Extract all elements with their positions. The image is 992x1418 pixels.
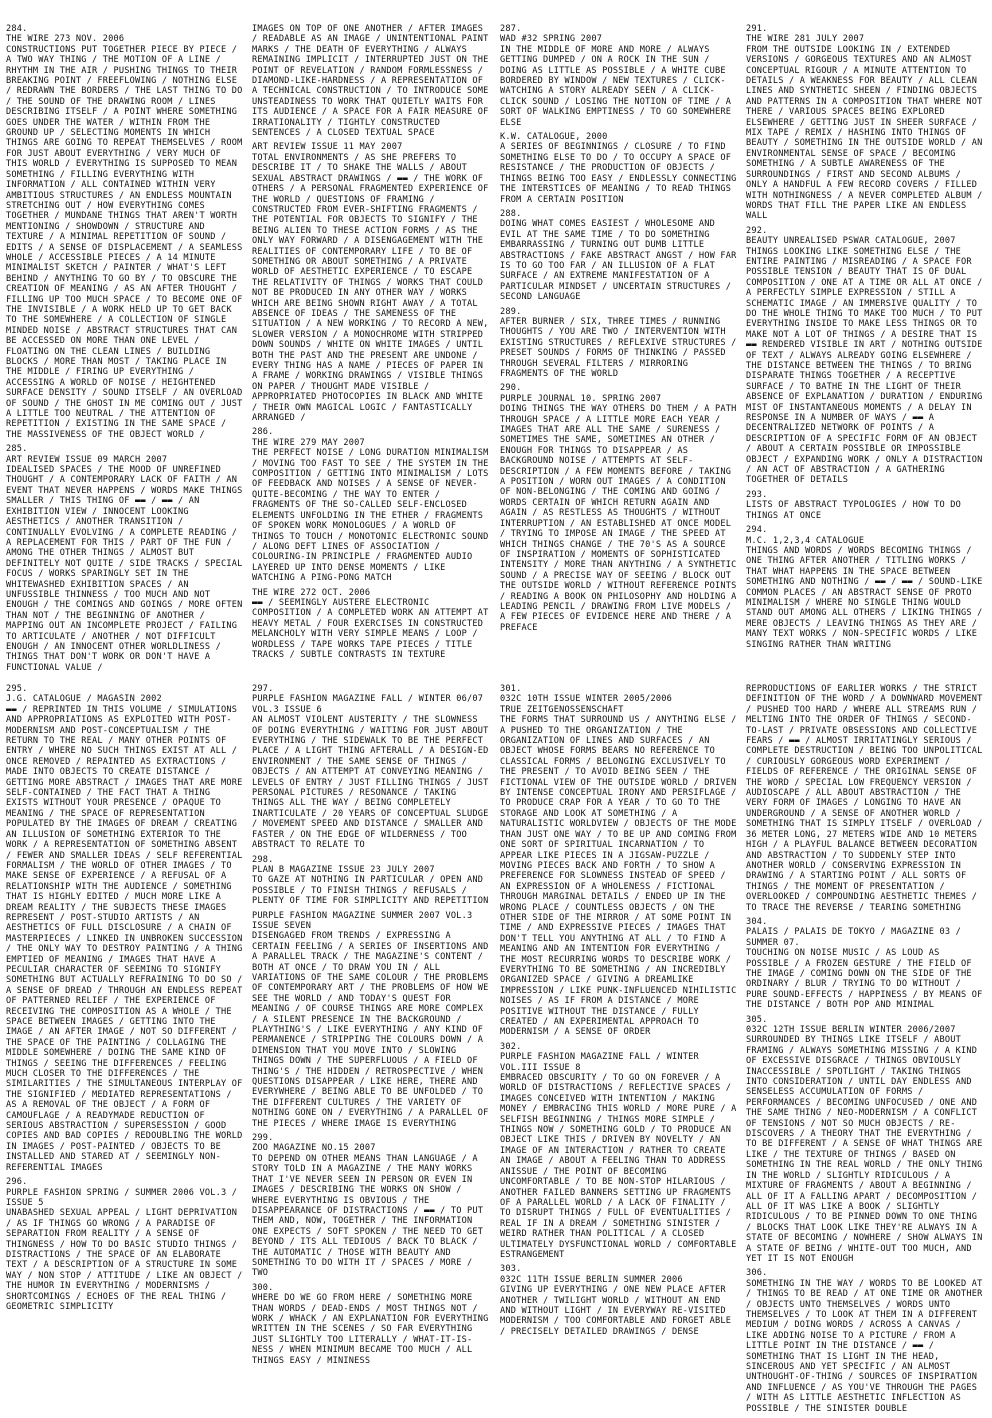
- entry-text: SOMETHING IN THE WAY / WORDS TO BE LOOKED AT / THINGS TO BE READ / AT ONE TIME OR ANOTHER / OBJECTS UNTO THEMSELVES / WORDS UNTO THEMSELVES / TO LOOK AT THEM IN A DIFFERENT MEDIUM / DOING WORDS / ACROSS A CANVAS / LIKE ADDING NOISE TO A PICTURE / FROM A LITTLE POINT IN THE DISTANCE / ▬▬ / SOMETHING THAT IS LIGHT IN THE HEAD, SINCEROUS AND YET SPECIFIC / AN ALMOST UNTHOUGHT-OF-THING / SOURCES OF INSPIRATION AND INFLUENCE / AS YOU'VE THROUGH THE PAGES / WITH AS LITTLE AESTHETIC INFLECTION AS POSSIBLE / THE SINISTER DOUBLE: [746, 1278, 983, 1414]
- entry-text: PURPLE FASHION MAGAZINE FALL / WINTER VOL.III ISSUE 8 EMBRACED OBSCURITY / TO GO ON FOREVER / A WORLD OF DISTRACTIONS / REFLECTIVE SPACES / IMAGES CONCEIVED WITH INTENTION / MAKING MONEY / EMBRACING THIS WORLD / MORE PURE / A SELFISH BEGINNING / THINGS MORE SIMPLE / THINGS NOW / SOMETHING GOLD / TO PRODUCE AN OBJECT LIKE THIS / DRIVEN BY NOVELTY / AN IMAGE OF AN INTERACTION / RATHER TO CREATE AN IMAGE / ABOUT A FEELING THAN TO ADDRESS ANISSUE / THE POINT OF BECOMING UNCOMFORTABLE / TO BE NON-STOP HILARIOUS / ANOTHER FAILED BANNERS SETTING UP FRAGMENTS OF A PARALLEL WORLD / A LACK OF FINALITY / TO DISRUPT THINGS / FULL OF EVENTUALITIES / REAL IF IN A DREAM / SOMETHING SINISTER / WEIRD RATHER THAN POLITICAL / A CLOSED ULTIMATELY DYSFUNCTIONAL WORLD / COMFORTABLE ESTRANGEMENT: [500, 1052, 737, 1260]
- entry-number: 299.: [252, 1133, 274, 1144]
- entry-text: PURPLE FASHION MAGAZINE FALL / WINTER 06/07 VOL.3 ISSUE 6 AN ALMOST VIOLENT AUSTERITY / THE SLOWNESS OF DOING EVERYTHING / WAITING FOR JUST ABOUT EVERYTHING / THE SIDEWALK TO BE THE PERFECT PLACE / A LIGHT THING AFTERALL / A DESIGN-ED ENVIRONMENT / THE SAME SENSE OF THINGS / OBJECTS / AN ATTEMPT AT CONVEYING MEANING / LEVELS OF ENTRY / JUST FILLING THINGS / JUST PERSONAL PICTURES / RESONANCE / TAKING THINGS ALL THE WAY / BEING COMPLETELY INARTICULATE / 20 YEARS OF CONCEPTUAL SLUDGE / MOVEMENT SPEED AND DISTANCE / SMALLER AND FASTER / ON THE EDGE OF WILDERNESS / TOO ABSTRACT TO RELATE TO: [252, 694, 489, 851]
- entry-text: ART REVIEW ISSUE 09 MARCH 2007 IDEALISED SPACES / THE MOOD OF UNREFINED THOUGHT / A CONTEMPORARY LACK OF FAITH / AN EVENT THAT NEVER HAPPENS / WORDS MAKE THINGS SMALLER / THIS THING OF ▬▬ / ▬▬ / AN EXHIBITION VIEW / INNOCENT LOOKING AESTHETICS / ANOTHER TRANSITION / CONTINUALLY EVOLVING / A COMPLETE READING / A REPLACEMENT FOR THIS / PART OF THE FUN / AMONG THE OTHER THINGS / ALMOST BUT DEFINITELY NOT QUITE / SIDE TRACKS / SPECIAL FOCUS / WORKS SPARINGLY SET IN THE WHITEWASHED EXHIBITION SPACES / AN UNFUSSIBLE THINNESS / TOO MUCH AND NOT ENOUGH / THE COMINGS AND GOINGS / MORE OFTEN THAN NOT / THE BEGINNING OF ANOTHER / MAPPING OUT AN INCOMPLETE PROJECT / FAILING TO ARTICULATE / ANOTHER / NOT DIFFICULT ENOUGH / AN INNOCENT OTHER WORLDLINESS / THINGS THAT DON'T WORK OR DON'T HAVE A FUNCTIONAL VALUE /: [6, 454, 243, 673]
- entry-number: 297.: [252, 684, 274, 694]
- entry-text: M.C. 1,2,3,4 CATALOGUE THINGS AND WORDS / WORDS BECOMING THINGS / ONE THING AFTER ANOTHER / TITLING WORKS / THAT WHAT HAPPENS IN THE SPACE BETWEEN SOMETHING AND NOTHING / ▬▬ / ▬▬ / SOUND-LIKE COMMON PLACES / AN ABSTRACT SENSE OF PROTO MINIMALISM / WHERE NO SINGLE THING WOULD STAND OUT AMONG ALL OTHERS / LIKING THINGS / MERE OBJECTS / LEAVING THINGS AS THEY ARE / MANY TEXT WORKS / NON-SPECIFIC WORDS / LIKE SINGING RATHER THAN WRITING: [746, 535, 983, 650]
- entry-297: [252, 684, 492, 851]
- entry-287: [500, 24, 740, 128]
- entry-286: [252, 427, 492, 583]
- column: [500, 24, 740, 654]
- entry-text: ART REVIEW ISSUE 11 MAY 2007 TOTAL ENVIRONMENTS / AS SHE PREFERS TO DESCRIBE IT / TO SHAKE THE WALLS / ABOUT SEXUAL ABSTRACT DRAWINGS / ▬▬ / THE WORK OF OTHERS / A PERSONAL FRAGMENTED EXPERIENCE OF THE WORLD / QUESTIONS OF FRAMING / CONSTRUCTED FROM EVER-SHIFTING FRAGMENTS / THE POTENTIAL FOR OBJECTS TO SIGNIFY / THE BEING ALIEN TO THESE ACTION FORMS / AS THE ONLY WAY FORWARD / A DISENGAGEMENT WITH THE REALITIES OF CONTEMPORARY LIFE / TO BE OF SOMETHING OR ABOUT SOMETHING / A PRIVATE WORLD OF AESTHETIC EXPERIENCE / TO ESCAPE THE RELATIVITY OF THINGS / WORKS THAT COULD NOT BE PRODUCED IN ANY OTHER WAY / WORKS WHICH ARE BEING SHOWN RIGHT AWAY / A TOTAL ABSENCE OF IDEAS / THE SAMENESS OF THE SITUATION / A NEW WORKING / TO RECORD A NEW, SLOWER VERSION / A MONOCHROME WITH STRIPPED DOWN SOUNDS / WHITE ON WHITE IMAGES / UNTIL BOTH THE PAST AND THE PRESENT ARE UNDONE / EVERY THING HAS A NAME / PIECES OF PAPER IN A FRAME / WORKING DRAWINGS / VISIBLE THINGS ON PAPER / THOUGHT MADE VISIBLE / APPROPRIATED PHOTOCOPIES IN BLACK AND WHITE / THEIR OWN MAGICAL LOGIC / FANTASTICALLY ARRANGED /: [252, 142, 489, 424]
- entry-kw-catalogue: [500, 132, 740, 205]
- entry-continued: [252, 24, 492, 138]
- entry-number: 295.: [6, 684, 28, 694]
- entry-305: [746, 1015, 986, 1265]
- entry-text: PURPLE JOURNAL 10. SPRING 2007 DOING THINGS THE WAY OTHERS DO THEM / A PATH THROUGH SPACE / A LITTLE MORE EACH YEAR / IMAGES THAT ARE ALL THE SAME / SURENESS / SOMETIMES THE SAME, SOMETIMES AN OTHER / ENOUGH FOR THINGS TO DISAPPEAR / AS BACKGROUND NOISE / ATTEMPTS AT SELF-DESCRIPTION / A FEW MOMENTS BEFORE / TAKING A POSITION / WORN OUT IMAGES / A CONDITION OF NON-BELONGING / THE COMING AND GOING / WORDS CERTAIN OF WHICH RETURN AGAIN AND AGAIN / AS RESTLESS AS THOUGHTS / WITHOUT INTERRUPTION / AN ESTABLISHED AT ONCE MODEL / TRYING TO IMPOSE AN IMAGE / THE SPEED AT WHICH THINGS CHANGE / THE 70'S AS A SOURCE OF INSPIRATION / MOMENTS OF SOPHISTICATED INTENSITY / MORE THAN ANYTHING / A SYNTHETIC SOUND / A PRECISE WAY OF SEEING / BLOCK OUT THE OUTSIDE WORLD / WITHOUT REFERENCE POINTS / READING A BOOK ON PHILOSOPHY AND HOLDING A LEADING PENCIL / DRAWING FROM LIVE MODELS / A FEW PIECES OF EVIDENCE HERE AND THERE / A PREFACE: [500, 393, 737, 633]
- entry-text: J.G. CATALOGUE / MAGASIN 2002 ▬▬ / REPRINTED IN THIS VOLUME / SIMULATIONS AND APPROPRIATIONS AS EXPLOITED WITH POST-MODERNISM AND POST-CONCEPTUALISM / THE RETURN TO THE REAL / MANY OTHER POINTS OF ENTRY / WHERE NO SUCH THINGS EXIST AT ALL / ONCE REMOVED / REPAINTED AS EXTRACTIONS / MADE INTO OBJECTS TO CREATE DISTANCE / GETTING MORE ABSTRACT / IMAGES THAT ARE MORE SELF-CONTAINED / THE FACT THAT A THING EXISTS WITHOUT YOUR PRESENCE / OPAQUE TO MEANING / THE SPACE OF REPRESENTATION POPULATED BY THE IMAGES OF DREAM / CREATING AN ILLUSION OF SOMETHING EXTERIOR TO THE WORK / A REPRESENTATION OF SOMETHING ABSENT / FEWER AND SMALLER IDEAS / SELF REFERENTIAL FORMALISM / THE WORLD OF OTHER IMAGES / TO MAKE SENSE OF EXPERIENCE / A REFUSAL OF A RELATIONSHIP WITH THE AUDIENCE / SOMETHING THAT IS HIGHLY EDITED / MUCH MORE LIKE A DREAM REALITY / THE SUBJECTS THESE IMAGES REPRESENT / POST-STUDIO ARTISTS / AN AESTHETICS OF FULL DISCLOSURE / A CHAIN OF MASTERPIECES / LINKED IN UNBROKEN SUCCESSION / THE ONLY WAY TO DESTROY PAINTING / A THING EMPTIED OF MEANING / IMAGES THAT HAVE A PECULIAR CHARACTER OF SEEMING TO SIGNIFY SOMETHING BUT ACTUALLY REFRAINING TO DO SO / A SENSE OF DREAD / THROUGH AN ENDLESS REPEAT OF PATTERNED RELIEF / THE EXPERIENCE OF RECEIVING THE COMPOSITION AS A WHOLE / THE SPACE BETWEEN IMAGES / GETTING INTO THE IMAGE / AN AFTER IMAGE / NOT SO DIFFERENT / THE SPACE OF THE PAINTING / COLLAGING THE MIDDLE SOMEWHERE / DOING THE SAME KIND OF THINGS / SEEING THE DIFFERENCES / FEELING MUCH CLOSER TO THE DIFFERENCES / THE SIMILARITIES / THE SIMULTANEOUS INTERPLAY OF THE SIGNIFIED / MEDIATED REPRESENTATIONS / AS A REMOVAL OF THE OBJECT / A FORM OF CAMOUFLAGE / A READYMADE REDUCTION OF SERIOUS ABSTRACTION / SUPERSESSION / GOOD COPIES AND BAD COPIES / REDOUBLING THE WORLD IN IMAGES / POST-PAINTED / OBJECTS TO BE INSTALLED AND STARED AT / SEEMINGLY NON-REFERENTIAL IMAGES: [6, 694, 243, 1173]
- column: [500, 684, 740, 1418]
- column: [6, 684, 246, 1370]
- quadrant-bottom-left: [6, 684, 492, 1366]
- entry-294: [746, 525, 986, 650]
- quadrant-bottom-right: [500, 684, 986, 1414]
- entry-number: 287.: [500, 24, 522, 34]
- entry-number: 288.: [500, 208, 522, 219]
- column: [746, 684, 986, 1418]
- quadrant-top-right: [500, 24, 986, 650]
- entry-number: 302.: [500, 1041, 522, 1052]
- entry-number: 306.: [746, 1268, 768, 1279]
- column: [252, 24, 492, 677]
- entry-288: [500, 209, 740, 303]
- entry-number: 293.: [746, 489, 768, 500]
- entry-number: 289.: [500, 306, 522, 317]
- entry-291: [746, 24, 986, 222]
- entry-284: [6, 24, 246, 440]
- entry-text: PURPLE FASHION MAGAZINE SUMMER 2007 VOL.3 ISSUE SEVEN DISENGAGED FROM TRENDS / EXPRESSING A CERTAIN FEELING / A SERIES OF INSERTIONS AND A PARALLEL TRACK / THE MAGAZINE'S CONTENT / BOTH AT ONCE / TO DRAW YOU IN / ALL VARIATIONS OF THE SAME COLOUR / THE PROBLEMS OF CONTEMPORARY ART / THE PROBLEMS OF HOW WE SEE THE WORLD / AND TODAY'S QUEST FOR MEANING / OF COURSE THINGS ARE MORE COMPLEX / A SILENT PRESENCE IN THE BACKGROUND / PLAYTHING'S / LIKE EVERYTHING / ANY KIND OF PERMANENCE / STRIPPING THE COLOURS DOWN / A DIMENSION THAT YOU MOVE INTO / SLOWING THINGS DOWN / THE SUPERFLUOUS / A FIELD OF THING'S / THE HIDDEN / RETROSPECTIVE / WHEN QUESTIONS DISAPPEAR / LIKE HERE, THERE AND EVERYWHERE / BEING ABLE TO BE UNFOLDED / TO THE DIFFERENT CULTURES / THE VARIETY OF NOTHING GONE ON / EVERYTHING / A PARALLEL OF THE PIECES / WHERE IMAGE IS EVERYTHING: [252, 910, 489, 1129]
- entry-text: WHERE DO WE GO FROM HERE / SOMETHING MORE THAN WORDS / DEAD-ENDS / MOST THINGS NOT / WORK / WHACK / AN EXPLANATION FOR EVERYTHING WRITTEN IN THE SCENES / SO FAR EVERYTHING JUST SLIGHTLY TOO LITERALLY / WHAT-IT-IS-NESS / WHEN MINIMUM BECAME TOO MUCH / ALL THINGS EASY / MININESS: [252, 1293, 489, 1366]
- entry-text: LISTS OF ABSTRACT TYPOLOGIES / HOW TO DO THINGS AT ONCE: [746, 500, 961, 521]
- entry-304: [746, 917, 986, 1011]
- entry-text: PURPLE FASHION SPRING / SUMMER 2006 VOL.3 / ISSUE 5 UNABASHED SEXUAL APPEAL / LIGHT DEPRIVATION / AS IF THINGS GO WRONG / A PARADISE OF SEPARATION FROM REALITY / A SENSE OF THINGNESS / HOW TO DO BASIC STUDIO THINGS / DISTRACTIONS / THE SPACE OF AN ELABORATE TEXT / A DESCRIPTION OF A STRUCTURE IN SOME WAY / NON STOP / ATTITUDE / LIKE AN OBJECT / THE HUMOR IN EVERYTHING / MODERNISMS / SHORTCOMINGS / ECHOES OF THE REAL THING / GEOMETRIC SIMPLICITY: [6, 1187, 243, 1312]
- entry-text: ZOO MAGAZINE NO.15 2007 TO DEPEND ON OTHER MEANS THAN LANGUAGE / A STORY TOLD IN A MAGAZINE / THE MANY WORKS THAT I'VE NEVER SEEN IN PERSON OR EVEN IN IMAGES / DESCRIBING THE WORKS ON SHOW / WHERE EVERYTHING IS OBVIOUS / THE DISAPPEARANCE OF DISTRACTIONS / ▬▬ / TO PUT THEM AND, NOW, TOGETHER / THE INFORMATION ONE EXPECTS / SOFT SPOKEN / THE NEED TO GET BEYOND / ITS ALL TEDIOUS / BACK TO BLACK / THE AUTOMATIC / THOSE WITH BEAUTY AND SOMETHING TO DO WITH IT / SPACES / MORE / TWO: [252, 1143, 484, 1279]
- entry-number: 291.: [746, 24, 768, 34]
- entry-299: [252, 1133, 492, 1279]
- entry-text: DOING WHAT COMES EASIEST / WHOLESOME AND EVIL AT THE SAME TIME / TO DO SOMETHING EMBARRASSING / TURNING OUT DUMB LITTLE ABSTRACTIONS / FAKE ABSTRACT ANGST / HOW FAR IS TO GO TOO FAR / AN ILLUSION OF A FLAT SURFACE / AN EXTREME MANIFESTATION OF A PARTICULAR MINDSET / UNCERTAIN STRUCTURES / SECOND LANGUAGE: [500, 219, 737, 303]
- entry-290: [500, 383, 740, 633]
- entry-298: [252, 855, 492, 907]
- quadrant-top-left: [6, 24, 492, 673]
- entry-continued: [746, 684, 986, 913]
- entry-art-review-11: [252, 142, 492, 423]
- entry-303: [500, 1264, 740, 1337]
- entry-number: 284.: [6, 24, 28, 34]
- entry-296: [6, 1177, 246, 1312]
- entry-number: 290.: [500, 383, 522, 394]
- entry-300: [252, 1283, 492, 1366]
- entry-text: WAD #32 SPRING 2007 IN THE MIDDLE OF MORE AND MORE / ALWAYS GETTING DUMPED / ON A ROCK IN THE SUN / DOING AS LITTLE AS POSSIBLE / A WHITE CUBE BORDERED BY WINDOW / NEW TEXTURES / CLICK-WATCHING A STORY ALREADY SEEN / A CLICK-CLICK SOUND / LOSING THE NOTION OF TIME / A SORT OF WALKING EMPTINESS / TO GO SOMEWHERE ELSE: [500, 34, 732, 128]
- entry-285: [6, 444, 246, 673]
- entry-number: 305.: [746, 1014, 768, 1025]
- column: [252, 684, 492, 1370]
- entry-number: 301.: [500, 684, 522, 694]
- entry-302: [500, 1042, 740, 1261]
- entry-number: 286.: [252, 427, 274, 438]
- entry-number: 292.: [746, 225, 768, 236]
- entry-number: 294.: [746, 525, 768, 536]
- entry-text: 032C 12TH ISSUE BERLIN WINTER 2006/2007 SURROUNDED BY THINGS LIKE ITSELF / ABOUT FRAMING / ALWAYS SOMETHING MISSING / A KIND OF EXCESSIVE DISGRACE / THINGS OBVIOUSLY INACCESSIBLE / SPOTLIGHT / TAKING THINGS INTO CONSIDERATION / UNTIL DAY ENDLESS AND SENSELESS ACCUMULATION OF FORMS / PERFORMANCES / BECOMING UNFOCUSED / ONE AND THE SAME THING / NEO-MODERNISM / A CONFLICT OF TENSIONS / NOT SO MUCH OBJECTS / RE-DISCOVERS / A THEORY THAT THE EVERYTHING / TO BE DIFFERENT / A SENSE OF WHAT THINGS ARE LIKE / THE TEXTURE OF THINGS / BASED ON SOMETHING IN THE REAL WORLD / THE ONLY THING IN THE WORLD / SLIGHTLY RIDICULOUS / A MIXTURE OF FRAGMENTS / ABOUT A BEGINNING / ALL OF IT A FALLING APART / DECOMPOSITION / ALL OF IT WAS LIKE A BOOK / SLIGHTLY RIDICULOUS / TO BE PINNED DOWN TO ONE THING / BLOCKS THAT LOOK LIKE THEY'RE ALWAYS IN A STATE OF BECOMING / NOWHERE / SHOW ALWAYS IN A STATE OF BEING / WHITE-OUT TOO MUCH, AND YET IT IS NOT ENOUGH: [746, 1025, 983, 1264]
- entry-text: IMAGES ON TOP OF ONE ANOTHER / AFTER IMAGES / READABLE AS AN IMAGE / UNINTENTIONAL PAINT MARKS / THE DEATH OF EVERYTHING / ALWAYS REMAINING IMPLICIT / INTERRUPTED JUST ON THE POINT OF REVELATION / RANDOM FORMLESSNESS / DIAMOND-LIKE-HARDNESS / A REPRESENTATION OF A TECHNICAL CONSTRUCTION / TO INTRODUCE SOME UNSTEADINESS TO WORK THAT QUIETLY WAITS FOR ITS AUDIENCE / A SPACE FOR A FAIR MEASURE OF IRRATIONALITY / TIGHTLY CONSTRUCTED SENTENCES / A CLOSED TEXTUAL SPACE: [252, 24, 489, 139]
- entry-text: AFTER BURNER / SIX, THREE TIMES / RUNNING THOUGHTS / YOU ARE TWO / INTERVENTION WITH EXISTING STRUCTURES / REFLEXIVE STRUCTURES / PRESET SOUNDS / FORMS OF THINKING / PASSED THROUGH SEVERAL FILTERS / MIRRORING FRAGMENTS OF THE WORLD: [500, 316, 737, 379]
- entry-289: [500, 307, 740, 380]
- column: [6, 24, 246, 677]
- entry-306: [746, 1268, 986, 1414]
- entry-text: REPRODUCTIONS OF EARLIER WORKS / THE STRICT DEFINITION OF THE WORD / A DOWNWARD MOVEMENT / PUSHED TOO HARD / WHERE ALL STREAMS RUN / MELTING INTO THE ORDER OF THINGS / SECOND-TO-LAST / PRIVATE OBSESSIONS AND COLLECTIVE FEARS / ▬▬ / ALMOST IRRITATINGLY SERIOUS / COMPLETE DESTRUCTION / BEING TOO UNPOLITICAL / CURIOUSLY GORGEOUS WORD EXPERIMENT / FIELDS OF REFERENCE / THE ORIGINAL SENSE OF THE WORD / SPECIAL LOW FREQUENCY VERSION / AUDIOSCAPE / ALL ABOUT ABSTRACTION / THE VERY FORM OF IMAGES / LONGING TO HAVE AN UNDERGROUND / A SENSE OF ANOTHER WORLD / SOMETHING THAT IS SIMPLY ITSELF / OVERLOAD / 36 METER LONG, 27 METERS WIDE AND 10 METERS HIGH / A PLAYFUL BALANCE BETWEEN DECORATION AND ABSTRACTION / TO SUDDENLY STEP INTO ANOTHER WORLD / CONSERVING EXPRESSION IN DRAWING / A STARTING POINT / ALL SORTS OF THINGS / THE MOMENT OF PRESENTATION / OVERLOOKED / COMPOUNDING AESTHETIC THEMES / TO TRACE THE REVERSE / TEARING SOMETHING: [746, 684, 983, 913]
- entry-text: PALAIS / PALAIS DE TOKYO / MAGAZINE 03 / SUMMER 07. TOUCHING ON NOISE MUSIC / AS LOUD AS POSSIBLE / A FROZEN GESTURE / THE FIELD OF THE IMAGE / COMING DOWN ON THE SIDE OF THE ORDINARY / BLUR / TRYING TO DO WITHOUT / PURE SOUND-EFFECTS / HAPPINESS / BY MEANS OF THE DISTANCE / BOTH POP AND MINIMAL: [746, 927, 983, 1011]
- entry-wire-272: [252, 588, 492, 661]
- entry-text: 032C 10TH ISSUE WINTER 2005/2006 TRUE ZEITGENOSSENSCHAFT THE FORMS THAT SURROUND US / ANYTHING ELSE / A PUSHED TO THE ORGANIZATION / THE ORGANIZATION OF LINES AND SURFACES / AN OBJECT WHOSE FORMS BEARS NO REFERENCE TO CLASSICAL FORMS / BELONGING EXCLUSIVELY TO THE PRESENT / TO AVOID BEING SEEN / THE FICTIONAL VIEW OF THE OUTSIDE WORLD / DRIVEN BY INTENSE CONCEPTUAL IRONY AND PERSIFLAGE / TO PRODUCE CRAP FOR A YEAR / TO GO TO THE STORAGE AND LOOK AT SOMETHING / A NATURALISTIC WORLDVIEW / OBJECTS OF THE MODE THAN JUST ONE WAY / TO BE UP AND COMING FROM ONE SORT OF SPIRITUAL INCARNATION / TO APPEAR LIKE PIECES IN A JIGSAW-PUZZLE / MOVING PIECES BACK AND FORTH / TO SHOW A PREFERENCE FOR SLOWNESS INSTEAD OF SPEED / AN EXPRESSION OF A WHOLENESS / FICTIONAL THROUGH MARGINAL DETAILS / ENDED UP IN THE WRONG PLACE / COUNTLESS OBJECTS / ON THE OTHER SIDE OF THE MIRROR / AT SOME POINT IN TIME / AND EXPRESSIVE PIECES / IMAGES THAT DON'T TELL YOU ANYTHING AT ALL / TO FIND A MEANING AND AN INTENTION FOR EVERYTHING / THE MOST RECURRING WORDS TO DESCRIBE WORK / EVERYTHING TO BE SOMETHING / AN INCREDIBLY ORGANIZED SPACE / GIVING A DREAMLIKE IMPRESSION / LIKE PUNK-INFLUENCED NIHILISTIC NOISES / AS IF FROM A DISTANCE / MORE POSITIVE WITHOUT THE DISTANCE / FULLY CREATED / AN EXPERIMENTAL APPROACH TO MODERNISM / A SENSE OF ORDER: [500, 694, 737, 1038]
- entry-292: [746, 226, 986, 486]
- entry-text: 032C 11TH ISSUE BERLIN SUMMER 2006 GIVING UP EVERYTHING / ONE NEW PLACE AFTER ANOTHER / TWILIGHT WORLD / WITHOUT AN END AND WITHOUT LIGHT / IN EVERYWAY RE-VISITED MODERNISM / TOO COMFORTABLE AND FORGET ABLE / PRECISELY DETAILED DRAWINGS / DENSE: [500, 1274, 732, 1337]
- entry-text: K.W. CATALOGUE, 2000 A SERIES OF BEGINNINGS / CLOSURE / TO FIND SOMETHING ELSE TO DO / TO OCCUPY A SPACE OF RESISTANCE / THE PRODUCTION OF OBJECTS / THINGS BEING TOO EASY / ENDLESSLY CONNECTING THE INTERSTICES OF MEANING / TO READ THINGS FROM A CERTAIN POSITION: [500, 132, 737, 205]
- entry-text: PLAN B MAGAZINE ISSUE 23 JULY 2007 TO GAZE AT NOTHING IN PARTICULAR / OPEN AND POSSIBLE / TO FINISH THINGS / REFUSALS / PLENTY OF TIME FOR SIMPLICITY AND REPETITION: [252, 864, 489, 907]
- entry-purple-summer-2007: [252, 911, 492, 1130]
- entry-text: THE WIRE 279 MAY 2007 THE PERFECT NOISE / LONG DURATION MINIMALISM / MOVING TOO FAST TO SEE / THE SYSTEM IN THE COMPOSITION / GETTING INTO MINIMALISM / LOTS OF FEEDBACK AND NOISES / A SENSE OF NEVER-QUITE-BECOMING / THE WAY TO ENTER / FRAGMENTS OF THE SO-CALLED SELF-ENCLOSED ELEMENTS UNFOLDING IN THE ETHER / FRAGMENTS OF SPOKEN WORK MONOLOGUES / A WORLD OF THINGS TO TOUCH / MONOTONIC ELECTRONIC SOUND / ALONG DEFT LINES OF ASSOCIATION / COLOURING-IN PRINCIPLE / FRAGMENTED AUDIO LAYERED UP INTO DENSE MOMENTS / LIKE WATCHING A PING-PONG MATCH: [252, 437, 489, 584]
- entry-number: 285.: [6, 444, 28, 455]
- entry-number: 304.: [746, 916, 768, 927]
- entry-number: 296.: [6, 1177, 28, 1188]
- entry-text: THE WIRE 273 NOV. 2006 CONSTRUCTIONS PUT TOGETHER PIECE BY PIECE / A TWO WAY THING / THE MOTION OF A LINE / RHYTHM IN THE AIR / PUSHING THINGS TO THEIR BREAKING POINT / FREEFLOWING / NOTHING ELSE / REDRAWN THE BORDERS / THE LAST THING TO DO / THE SOUND OF THE DRAWING ROOM / LINES DESCRIBING ITSELF / A POINT WHERE SOMETHING GOES UNDER THE WATER / WITHIN FROM THE GROUND UP / SELECTING MOMENTS IN WHICH THINGS ARE GOING TO REPEAT THEMSELVES / ROOM FOR JUST ABOUT EVERYTHING / VERY MUCH OF THIS WORLD / EVERYTHING IS SUPPOSED TO MEAN SOMETHING / FILLING EVERYTHING WITH INFORMATION / ALL CONTAINED WITHIN VERY AMBITIOUS STRUCTURES / AN ENDLESS MOUNTAIN STRETCHING OUT / HOW EVERYTHING COMES TOGETHER / MUNDANE THINGS THAT AREN'T WORTH MENTIONING / SHOWDOWN / STRUCTURE AND TEXTURE / A MINIMAL REPETITION OF SOUND / EDITS / A SENSE OF DISPLACEMENT / A SEAMLESS WHOLE / ACCESSIBLE PIECES / A 14 MINUTE MINIMALIST SKETCH / PAINTER / WHAT'S LEFT BEHIND / ANYTHING TO GO BY / TO OBSCURE THE CREATION OF MEANING / AS AN AFTER THOUGHT / FILLING UP TOO MUCH SPACE / TO BECOME ONE OF THE INVISIBLE / A WORK HELD UP TO GET BACK TO THE SOMEWHERE / A COLLECTION OF SINGLE MINDED NOISE / ABSTRACT STRUCTURES THAT CAN BE ACCESSED ON MORE THAN ONE LEVEL / FLOATING ON THE CLEAN LINES / BUILDING BLOCKS / MORE THAN MOST / TAKING PLACE IN THE MIDDLE / FIRING UP EVERYTHING / ACCESSING A WORLD OF NOISE / HEIGHTENED SURFACE DENSITY / SOUND ITSELF / AN OVERLOAD OF SOUND / THE GHOST IN ME COMING OUT / JUST A LITTLE TOO NEUTRAL / THE ATTENTION OF REPETITION / EXISTING IN THE SAME SPACE / THE MASSIVENESS OF THE OBJECT WORLD /: [6, 34, 243, 440]
- entry-text: THE WIRE 281 JULY 2007 FROM THE OUTSIDE LOOKING IN / EXTENDED VERSIONS / GORGEOUS TEXTURES AND AN ALMOST CONCEPTUAL RIGOUR / A MINUTE ATTENTION TO DETAILS / A WEAKNESS FOR BEAUTY / ALL CLEAN LINES AND SYNTHETIC SHEEN / FINDING OBJECTS AND PATTERNS IN A COMPOSITION THAT WHERE NOT THERE / VARIOUS SPACES BEING EXPLORED ELSEWHERE / GETTING JUST IN SHEER SURFACE / MIX TAPE / REMIX / HASHING INTO THINGS OF BEAUTY / SOMETHING IN THE OUTSIDE WORLD / AN ENVIRONMENTAL SENSE OF SPACE / BECOMING SOMETHING / A SUBTLE AWARENESS OF THE SURROUNDINGS / FIRST AND SECOND ALBUMS / ONLY A HANDFUL A FEW RECORD COVERS / FILLED WITH NOTHINGNESS / A NEVER COMPLETED ALBUM / WORDS THAT FILL THE PAPER LIKE AN ENDLESS WALL: [746, 34, 983, 222]
- entry-number: 300.: [252, 1282, 274, 1293]
- entry-295: [6, 684, 246, 1173]
- entry-293: [746, 490, 986, 521]
- entry-text: BEAUTY UNREALISED PSWAR CATALOGUE, 2007 THINGS LOOKING LIKE SOMETHING ELSE / THE ENTIRE PAINTING / MISREADING / A SPACE FOR POSSIBLE TENSION / BEAUTY THAT IS OF DUAL COMPOSITION / ONE AT A TIME OR ALL AT ONCE / A PERFECTLY SIMPLE EXPRESSION / STILL A SCHEMATIC IMAGE / AN IMMERSIVE QUALITY / TO DO THE WHOLE THING TO MAKE TOO MUCH / TO PUT EVERYTHING INSIDE TO MAKE LESS THINGS OR TO MAKE NOT A LOT OF THINGS / A DESIRE THAT IS ▬▬ RENDERED VISIBLE IN ART / NOTHING OUTSIDE OF TEXT / ALWAYS ALREADY GOING ELSEWHERE / THE DISTANCE BETWEEN THE THINGS / TO BRING DISPARATE THINGS TOGETHER / A RECEPTIVE SURFACE / TO BATHE IN THE LIGHT OF THEIR ABSENCE OF EXPLANATION / DURATION / ENDURING MIST OF INSTANTANEOUS MOMENTS / A DELAY IN RESPONSE IN A NUMBER OF WAYS / ▬▬ A DECENTRALIZED NETWORK OF POINTS / A DESCRIPTION OF A SPECIFIC FORM OF AN OBJECT / ABOUT A CERTAIN POSSIBLE OR IMPOSSIBLE OBJECT / EXPANDING WORK / ONLY A DISTRACTION / AN ACT OF ABSTRACTION / A GATHERING TOGETHER OF DETAILS: [746, 236, 983, 486]
- column: [746, 24, 986, 654]
- entry-number: 298.: [252, 854, 274, 865]
- entry-number: 303.: [500, 1264, 522, 1275]
- entry-text: THE WIRE 272 OCT. 2006 ▬▬ / SEEMINGLY AUSTERE ELECTRONIC COMPOSITION / A COMPLETED WORK AN ATTEMPT AT HEAVY METAL / FOUR EXERCISES IN CONSTRUCTED MELANCHOLY WITH VERY SIMPLE MEANS / LOOP / WORDLESS / TAPE WORKS TAPE PIECES / TITLE TRACKS / SUBTLE CONTRASTS IN TEXTURE: [252, 587, 489, 660]
- entry-301: [500, 684, 740, 1038]
